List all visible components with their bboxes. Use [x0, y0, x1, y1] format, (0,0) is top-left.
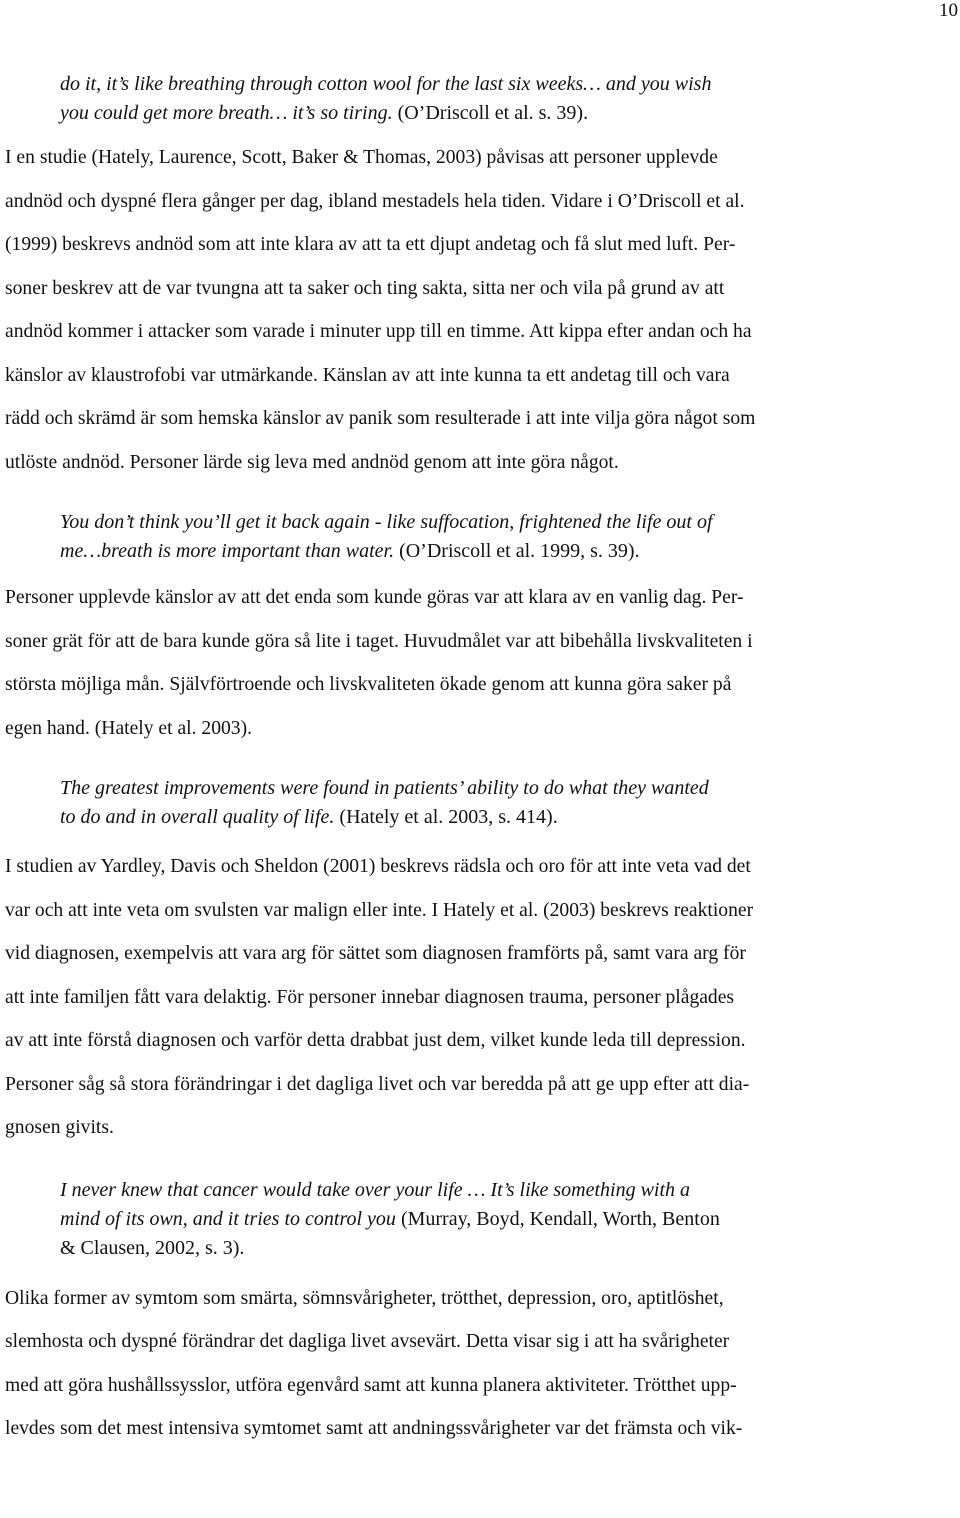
paragraph-line: levdes som det mest intensiva symtomet samt att andningssvårigheter var det främsta och vik- [5, 1418, 743, 1439]
paragraph-line: största möjliga mån. Självförtroende och livskvaliteten ökade genom att kunna göra saker på [5, 674, 732, 695]
paragraph-line: var och att inte veta om svulsten var malign eller inte. I Hately et al. (2003) beskrevs reaktioner [5, 899, 754, 921]
quote-italic-text: I never knew that cancer would take over your life … It’s like something with a [60, 1178, 691, 1201]
paragraph-line: andnöd kommer i attacker som varade i minuter upp till en timme. Att kippa efter andan och ha [5, 321, 752, 342]
quote-italic-text: you could get more breath… it’s so tiring. [60, 102, 393, 124]
quote-italic-text: The greatest improvements were found in patients’ ability to do what they wanted [60, 777, 709, 799]
quote-line [60, 774, 960, 803]
paragraph-line: Personer upplevde känslor av att det enda som kunde göras var att klara av en vanlig dag. Per- [5, 587, 744, 608]
paragraph-line: av att inte förstå diagnosen och varför detta drabbat just dem, vilket kunde leda till depression. [5, 1030, 746, 1051]
paragraph-line: känslor av klaustrofobi var utmärkande. Känslan av att inte kunna ta ett andetag till och vara [5, 364, 730, 386]
page-number: 10 [939, 0, 958, 21]
quote-italic-text: do it, it’s like breathing through cotton wool for the last six weeks… and you wish [60, 73, 712, 95]
quote-italic-text: me…breath is more important than water. [60, 540, 395, 562]
paragraph-line: egen hand. (Hately et al. 2003). [5, 717, 253, 739]
quote-citation-text: (O’Driscoll et al. 1999, s. 39). [394, 540, 640, 562]
block-quote [5, 508, 960, 566]
quote-line [60, 1234, 960, 1263]
quote-line [60, 508, 960, 537]
quote-citation-text: (Murray, Boyd, Kendall, Worth, Benton [395, 1207, 720, 1230]
paragraph-line: Olika former av symtom som smärta, sömnsvårigheter, trötthet, depression, oro, aptitlöshet, [5, 1287, 724, 1309]
quote-citation-text: & Clausen, 2002, s. 3). [60, 1236, 245, 1259]
quote-italic-text: mind of its own, and it tries to control you [60, 1207, 396, 1230]
paragraph-line: I studien av Yardley, Davis och Sheldon (2001) beskrevs rädsla och oro för att inte veta vad det [5, 856, 751, 877]
block-quote [5, 1176, 960, 1263]
quote-line [60, 70, 960, 99]
quote-citation-text: (Hately et al. 2003, s. 414). [334, 806, 558, 828]
paragraph-line: utlöste andnöd. Personer lärde sig leva med andnöd genom att inte göra något. [5, 451, 619, 473]
paragraph-line: rädd och skrämd är som hemska känslor av panik som resulterade i att inte vilja göra något som [5, 408, 756, 429]
paragraph-line: att inte familjen fått vara delaktig. För personer innebar diagnosen trauma, personer plågades [5, 986, 735, 1008]
document-body [5, 70, 960, 1451]
paragraph-line: med att göra hushållssysslor, utföra egenvård samt att kunna planera aktiviteter. Trötthet upp- [5, 1374, 737, 1396]
quote-italic-text: to do and in overall quality of life. [60, 806, 335, 828]
paragraph-line: (1999) beskrevs andnöd som att inte klara av att ta ett djupt andetag och få slut med luft. Per- [5, 234, 736, 255]
block-quote [5, 774, 960, 832]
paragraph [5, 845, 960, 1150]
paragraph-line: I en studie (Hately, Laurence, Scott, Baker & Thomas, 2003) påvisas att personer upplevde [5, 147, 718, 168]
paragraph-line: soner beskrev att de var tvungna att ta saker och ting sakta, sitta ner och vila på grund av att [5, 277, 725, 299]
block-quote [5, 70, 960, 128]
paragraph [5, 136, 960, 484]
paragraph [5, 576, 960, 750]
paragraph-line: andnöd och dyspné flera gånger per dag, ibland mestadels hela tiden. Vidare i O’Driscoll et al. [5, 190, 745, 212]
paragraph-line: soner grät för att de bara kunde göra så lite i taget. Huvudmålet var att bibehålla livskvaliteten i [5, 630, 753, 652]
quote-line [60, 803, 960, 832]
quote-citation-text: (O’Driscoll et al. s. 39). [392, 102, 589, 124]
quote-line [60, 1176, 960, 1205]
quote-line [60, 537, 960, 566]
paragraph-line: vid diagnosen, exempelvis att vara arg för sättet som diagnosen framförts på, samt vara arg för [5, 943, 746, 964]
paragraph-line: gnosen givits. [5, 1117, 114, 1138]
paragraph [5, 1277, 960, 1451]
paragraph-line: Personer såg så stora förändringar i det dagliga livet och var beredda på att ge upp efter att dia- [5, 1073, 750, 1095]
quote-italic-text: You don’t think you’ll get it back again - like suffocation, frightened the life out of [60, 511, 713, 533]
quote-line [60, 1205, 960, 1234]
quote-line [60, 99, 960, 128]
paragraph-line: slemhosta och dyspné förändrar det dagliga livet avsevärt. Detta visar sig i att ha svårigheter [5, 1331, 730, 1352]
